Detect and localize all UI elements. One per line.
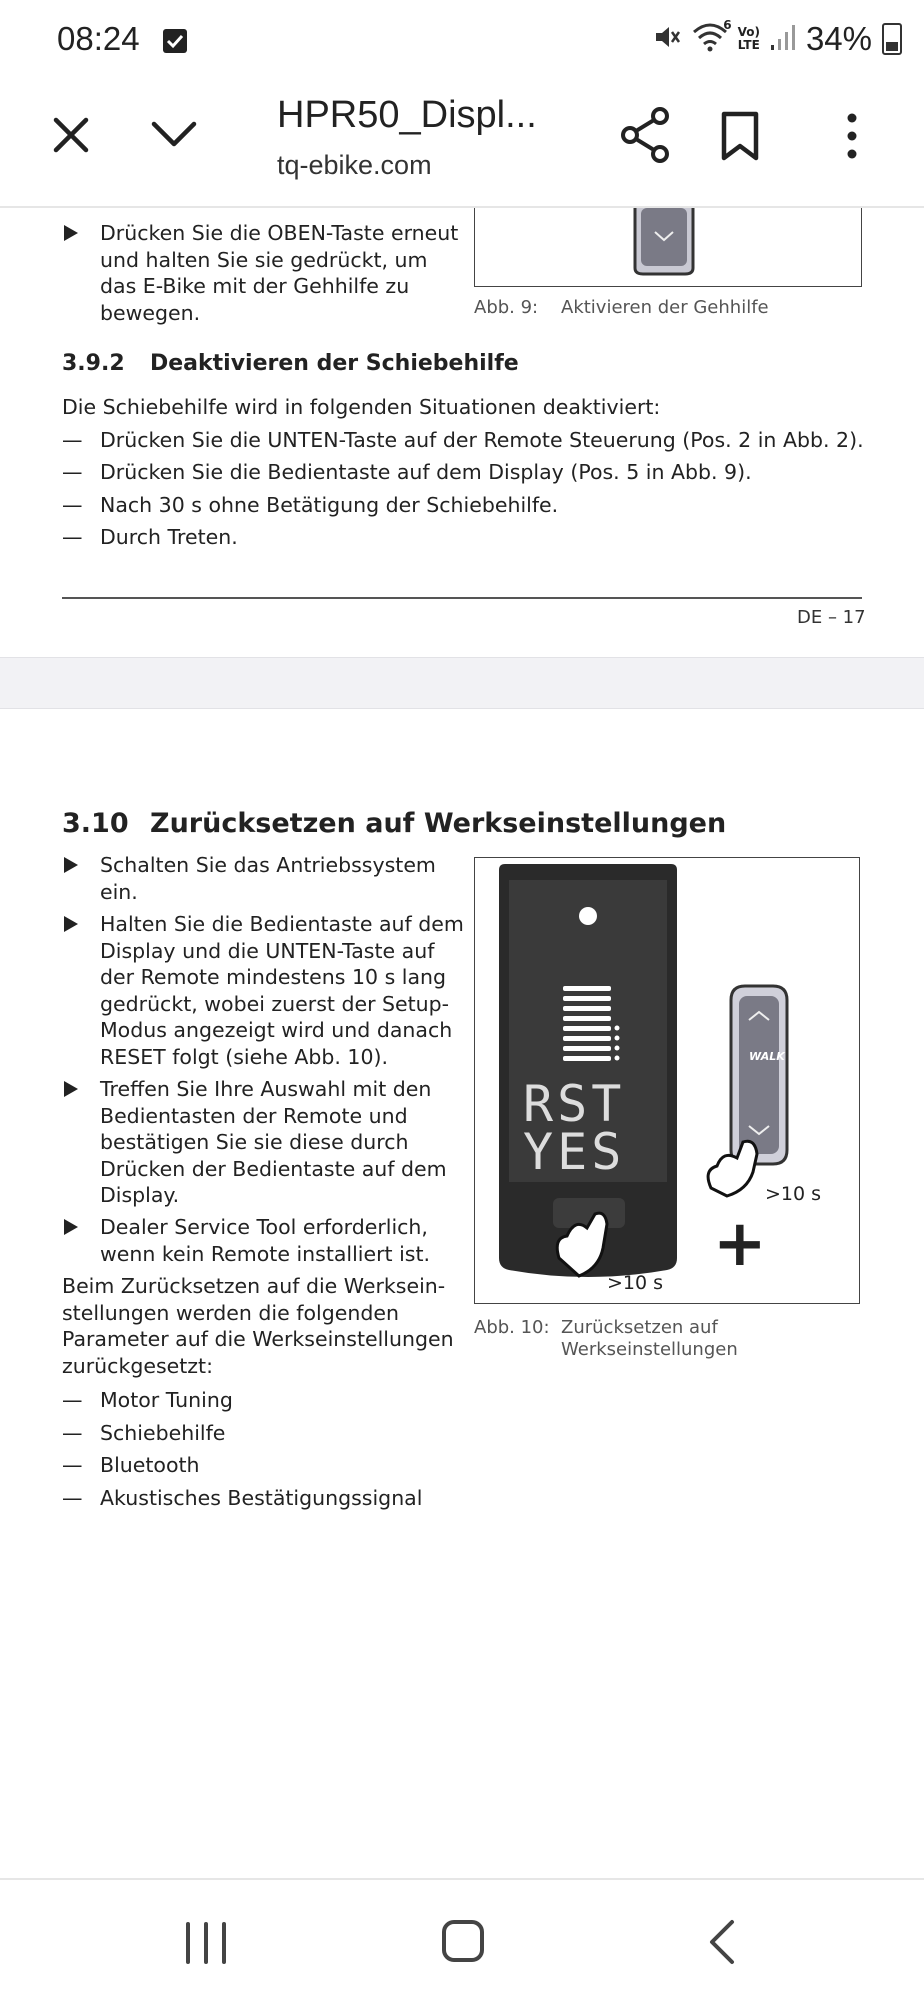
collapse-button[interactable] xyxy=(148,114,200,158)
list-item xyxy=(62,1214,472,1268)
list-item xyxy=(62,1387,462,1415)
dash-bullet: — xyxy=(62,1486,83,1510)
dash-bullet: — xyxy=(62,1421,83,1445)
back-button[interactable] xyxy=(702,1918,742,1970)
bullet-line: Drücken der Bedientaste auf dem xyxy=(100,1156,447,1181)
chevron-down-icon xyxy=(148,114,200,154)
triangle-bullet-icon xyxy=(62,1076,92,1105)
reset-paragraph xyxy=(62,1273,462,1379)
dash-bullet: — xyxy=(62,460,83,484)
volte-icon xyxy=(738,26,760,52)
share-icon xyxy=(620,106,672,164)
more-vert-icon xyxy=(842,110,862,162)
triangle-bullet-icon xyxy=(62,220,92,249)
wifi-badge: 6 xyxy=(723,18,732,32)
signal-icon xyxy=(770,23,796,55)
bullet-line: Bedientasten der Remote und xyxy=(100,1103,408,1128)
status-time: 08:24 xyxy=(57,20,140,57)
remote-control-icon xyxy=(475,208,861,286)
wifi-icon xyxy=(692,18,732,56)
plus-icon: + xyxy=(713,1207,767,1281)
system-nav-bar xyxy=(0,1878,924,2002)
list-item xyxy=(62,852,472,906)
status-bar xyxy=(0,0,924,80)
list-item-text: Durch Treten. xyxy=(100,525,238,549)
bookmark-icon xyxy=(718,110,762,162)
list-item-text: Schiebehilfe xyxy=(100,1421,226,1445)
figure-caption-label: Abb. 10: xyxy=(474,1317,550,1338)
bookmark-button[interactable] xyxy=(718,110,762,166)
display-duration-label: >10 s xyxy=(607,1272,664,1294)
list-item-text: Akustisches Bestätigungssignal xyxy=(100,1486,423,1510)
section-title: Zurücksetzen auf Werkseinstellungen xyxy=(150,808,727,839)
list-item-text: Drücken Sie die Bedientaste auf dem Display (Pos. 5 in Abb. 9). xyxy=(100,460,752,484)
dash-bullet: — xyxy=(62,1388,83,1412)
app-bar xyxy=(0,80,924,208)
figure-caption-text: Werkseinstellungen xyxy=(561,1339,738,1360)
list-item xyxy=(62,911,472,1071)
page-number: DE – 17 xyxy=(797,607,866,628)
close-icon xyxy=(46,110,96,160)
bullet-line: das E-Bike mit der Gehhilfe zu xyxy=(100,274,410,298)
figure-caption-text: Zurücksetzen auf xyxy=(561,1317,718,1338)
paragraph-line: Beim Zurücksetzen auf die Werksein- xyxy=(62,1274,446,1298)
home-button[interactable] xyxy=(440,1918,486,1968)
list-item xyxy=(62,1452,462,1480)
list-item-text: Bluetooth xyxy=(100,1453,200,1477)
close-button[interactable] xyxy=(46,110,96,164)
section-number: 3.9.2 xyxy=(62,351,125,376)
bullet-line: Drücken Sie die OBEN-Taste erneut xyxy=(100,221,459,245)
bullet-line: Dealer Service Tool erforderlich, xyxy=(100,1215,428,1239)
figure-10 xyxy=(474,857,860,1304)
triangle-bullet-icon xyxy=(62,1214,92,1243)
dash-bullet: — xyxy=(62,1453,83,1477)
figure-9 xyxy=(474,208,862,287)
bullet-line: Display. xyxy=(100,1183,180,1207)
bullet-line: und halten Sie sie gedrückt, um xyxy=(100,247,428,272)
bullet-line: Halten Sie die Bedientaste auf dem xyxy=(100,912,464,936)
home-icon xyxy=(440,1918,486,1964)
dash-bullet: — xyxy=(62,493,83,517)
checkbox-notification-icon xyxy=(163,29,187,53)
bullet-line: der Remote mindestens 10 s lang xyxy=(100,965,447,989)
display-line: RST xyxy=(523,1075,626,1133)
battery-percent: 34% xyxy=(805,20,872,57)
page-domain: tq-ebike.com xyxy=(277,150,432,180)
bullet-line: Modus angezeigt wird und danach xyxy=(100,1018,453,1042)
section-title: Deaktivieren der Schiebehilfe xyxy=(150,351,519,376)
page-title: HPR50_Displ... xyxy=(277,94,537,136)
mute-icon xyxy=(652,22,682,56)
bullet-line: ein. xyxy=(100,879,138,904)
list-item xyxy=(62,1485,462,1513)
dash-bullet: — xyxy=(62,525,83,549)
battery-icon xyxy=(882,23,902,55)
paragraph-line: Parameter auf die Werkseinstellungen xyxy=(62,1327,454,1351)
list-item xyxy=(62,459,882,487)
bullet-line: gedrückt, wobei zuerst der Setup- xyxy=(100,991,450,1016)
bullet-line: wenn kein Remote installiert ist. xyxy=(100,1241,431,1266)
bullet-line: Treffen Sie Ihre Auswahl mit den xyxy=(100,1077,432,1101)
list-item xyxy=(62,492,882,520)
bullet-line: Display und die UNTEN-Taste auf xyxy=(100,938,435,963)
volte-bottom: LTE xyxy=(737,38,760,52)
display-line: YES xyxy=(523,1123,626,1181)
bullet-line: Schalten Sie das Antriebssystem xyxy=(100,853,436,877)
figure-caption-label: Abb. 9: xyxy=(474,297,539,318)
volte-top: Vo) xyxy=(737,25,760,39)
list-item xyxy=(62,427,882,455)
list-item xyxy=(62,220,472,330)
section-intro: Die Schiebehilfe wird in folgenden Situationen deaktiviert: xyxy=(62,395,661,419)
triangle-bullet-icon xyxy=(62,852,92,881)
triangle-bullet-icon xyxy=(62,911,92,940)
list-item-text: Motor Tuning xyxy=(100,1388,233,1412)
section-number: 3.10 xyxy=(62,808,129,839)
share-button[interactable] xyxy=(620,106,672,168)
list-item xyxy=(62,1076,472,1210)
back-icon xyxy=(702,1918,742,1966)
recent-apps-button[interactable] xyxy=(178,1920,234,1970)
bullet-line: RESET folgt (siehe Abb. 10). xyxy=(100,1044,389,1069)
bullet-line: bewegen. xyxy=(100,300,201,325)
dash-bullet: — xyxy=(62,428,83,452)
more-options-button[interactable] xyxy=(842,110,862,166)
list-item-text: Nach 30 s ohne Betätigung der Schiebehilfe. xyxy=(100,493,559,517)
recent-apps-icon xyxy=(178,1920,234,1966)
status-icons xyxy=(652,20,902,58)
list-item xyxy=(62,524,882,552)
display-screen-text xyxy=(523,1075,626,1181)
paragraph-line: stellungen werden die folgenden xyxy=(62,1300,399,1325)
footer-rule xyxy=(62,597,862,599)
bullet-line: bestätigen Sie sie diese durch xyxy=(100,1130,409,1154)
paragraph-line: zurückgesetzt: xyxy=(62,1353,213,1378)
page-separator xyxy=(0,657,924,709)
remote-duration-label: >10 s xyxy=(765,1183,822,1205)
list-item xyxy=(62,1420,462,1448)
remote-walk-label: WALK xyxy=(749,1050,785,1063)
figure-caption-text: Aktivieren der Gehhilfe xyxy=(561,297,769,318)
list-item-text: Drücken Sie die UNTEN-Taste auf der Remote Steuerung (Pos. 2 in Abb. 2). xyxy=(100,428,864,452)
